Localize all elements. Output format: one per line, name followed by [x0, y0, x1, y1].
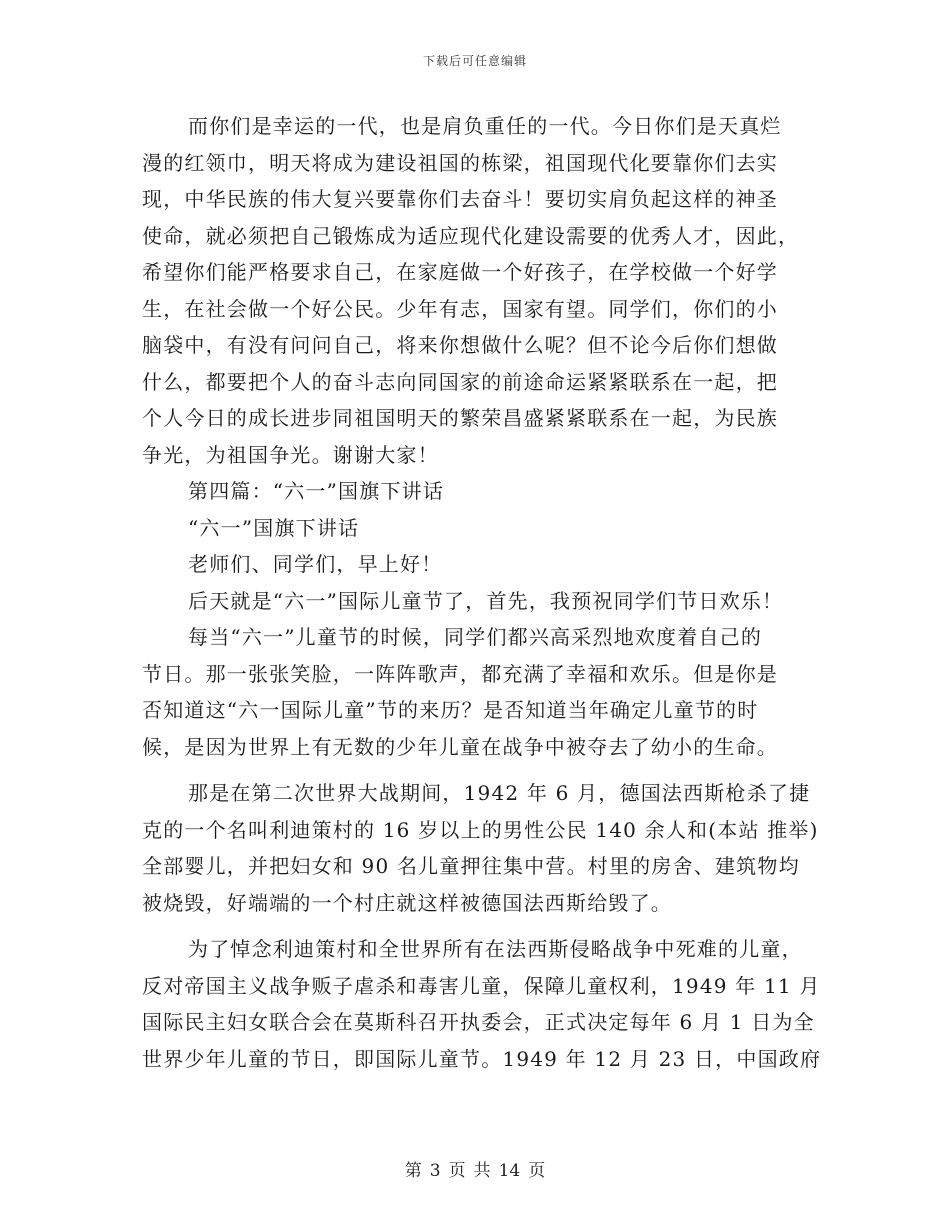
page-footer	[0, 1156, 950, 1181]
document-body	[142, 108, 822, 1077]
text-line: 克的一个名叫利迪策村的 16 岁以上的男性公民 140 余人和(本站 推举)	[142, 817, 819, 842]
text-line: 脑袋中，有没有问问自己，将来你想做什么呢？但不论今后你们想做	[142, 333, 778, 357]
text-line: 被烧毁，好端端的一个村庄就这样被德国法西斯给毁了。	[142, 890, 672, 915]
footer-di: 第	[404, 1161, 422, 1181]
text-line: 节日。那一张张笑脸，一阵阵歌声，都充满了幸福和欢乐。但是你是	[142, 661, 778, 686]
paragraph-gap	[142, 921, 814, 931]
text-line: 世界少年儿童的节日，即国际儿童节。1949 年 12 月 23 日，中国政府	[142, 1046, 822, 1071]
text-line: 反对帝国主义战争贩子虐杀和毒害儿童，保障儿童权利，1949 年 11 月	[142, 973, 821, 998]
text-line: 全部婴儿，并把妇女和 90 名儿童押往集中营。村里的房舍、建筑物均	[142, 854, 800, 878]
text-line: 第四篇：“六一”国旗下讲话	[188, 479, 445, 503]
text-line: 使命，就必须把自己锻炼成为适应现代化建设需要的优秀人才，因此，	[142, 223, 800, 248]
text-line: 什么，都要把个人的奋斗志向同国家的前途命运紧紧联系在一起，把	[142, 369, 778, 394]
paragraph-gap	[142, 765, 814, 775]
page-header-note: 下载后可任意编辑	[422, 54, 527, 68]
footer-total-pages: 14	[498, 1161, 521, 1181]
text-line: 个人今日的成长进步同祖国明天的繁荣昌盛紧紧联系在一起，为民族	[142, 406, 778, 430]
footer-ye: 页	[448, 1161, 466, 1181]
text-line: 而你们是幸运的一代，也是肩负重任的一代。今日你们是天真烂	[188, 114, 782, 138]
text-line: 争光，为祖国争光。谢谢大家！	[142, 442, 439, 467]
text-line: 生，在社会做一个好公民。少年有志，国家有望。同学们，你们的小	[142, 296, 778, 321]
text-line: 那是在第二次世界大战期间，1942 年 6 月，德国法西斯枪杀了捷	[188, 781, 811, 805]
text-line: 老师们、同学们，早上好！	[188, 552, 443, 576]
text-line: “六一”国旗下讲话	[188, 515, 360, 540]
text-line: 否知道这“六一国际儿童”节的来历？是否知道当年确定儿童节的时	[142, 698, 759, 722]
text-line: 候，是因为世界上有无数的少年儿童在战争中被夺去了幼小的生命。	[142, 734, 778, 759]
footer-gong: 共	[473, 1161, 491, 1181]
text-line: 漫的红领巾，明天将成为建设祖国的栋梁，祖国现代化要靠你们去实	[142, 150, 778, 175]
footer-ye2: 页	[528, 1161, 546, 1181]
text-line: 现，中华民族的伟大复兴要靠你们去奋斗！要切实肩负起这样的神圣	[142, 187, 778, 211]
text-line: 每当“六一”儿童节的时候，同学们都兴高采烈地欢度着自己的	[188, 625, 763, 649]
text-line: 希望你们能严格要求自己，在家庭做一个好孩子，在学校做一个好学	[142, 260, 778, 284]
footer-page-number: 3	[429, 1161, 441, 1181]
text-line: 为了悼念利迪策村和全世界所有在法西斯侵略战争中死难的儿童，	[188, 937, 803, 961]
text-line: 国际民主妇女联合会在莫斯科召开执委会，正式决定每年 6 月 1 日为全	[142, 1010, 815, 1034]
text-line: 后天就是“六一”国际儿童节了，首先，我预祝同学们节日欢乐！	[188, 588, 784, 613]
